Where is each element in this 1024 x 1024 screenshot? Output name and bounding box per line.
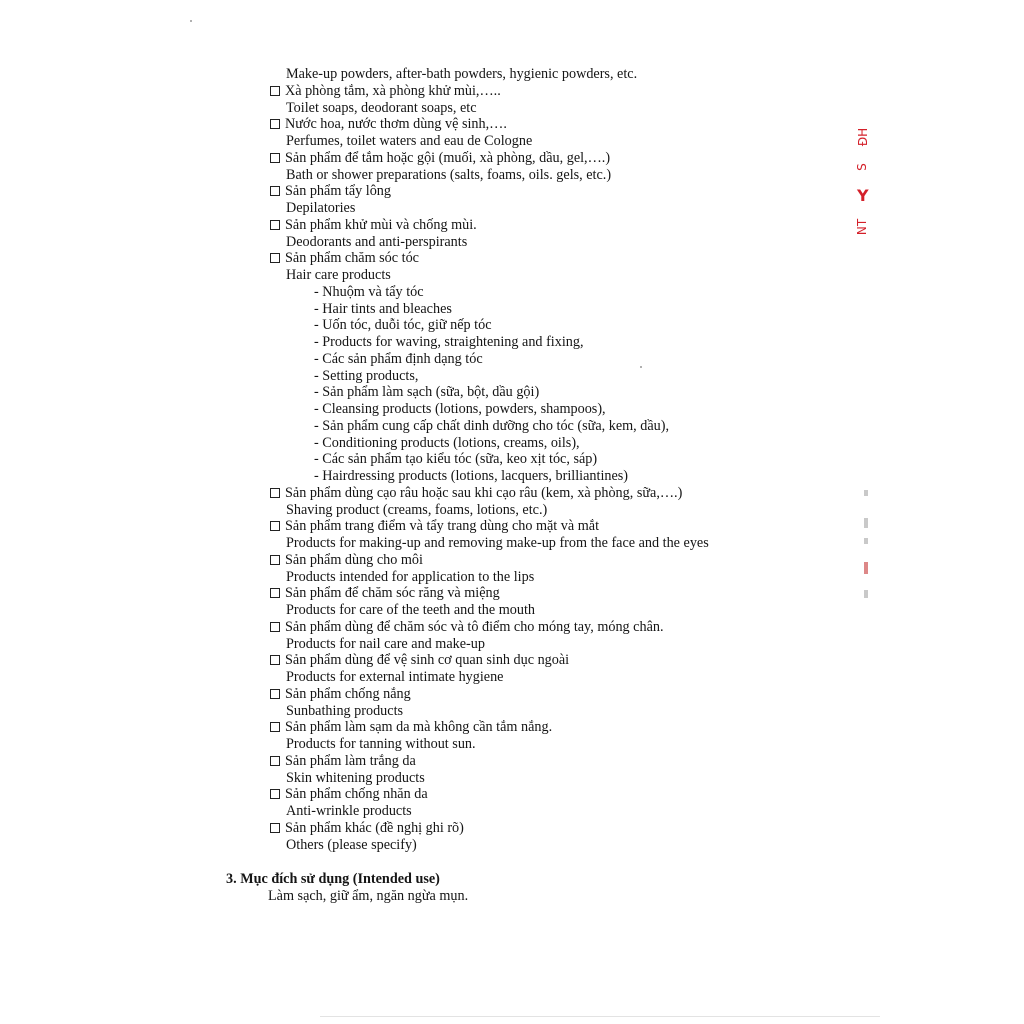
line-text: Sản phẩm tẩy lông — [285, 183, 391, 200]
line-text: Products for external intimate hygiene — [286, 669, 504, 685]
checkbox[interactable] — [270, 789, 280, 799]
section-3-heading: 3. Mục đích sử dụng (Intended use) — [226, 871, 440, 887]
line-text: - Uốn tóc, duỗi tóc, giữ nếp tóc — [314, 317, 492, 334]
sub-item — [314, 468, 628, 485]
line-text: Toilet soaps, deodorant soaps, etc — [286, 99, 477, 116]
line-text: Sunbathing products — [286, 702, 404, 719]
line-text: Anti-wrinkle products — [286, 803, 412, 819]
checkbox-item — [270, 686, 411, 703]
translation-line — [286, 703, 403, 720]
line-text: Sản phẩm dùng để chăm sóc và tô điểm cho móng tay, móng chân. — [285, 618, 664, 635]
line-text: Bath or shower preparations (salts, foams, oils. gels, etc.) — [286, 166, 612, 183]
line-text: Sản phẩm khử mùi và chống mùi. — [285, 216, 477, 233]
checkbox[interactable] — [270, 588, 280, 598]
checkbox-item — [270, 250, 419, 267]
line-text: Sản phẩm làm trắng da — [285, 752, 416, 769]
checkbox[interactable] — [270, 689, 280, 699]
line-text: Sản phẩm dùng cạo râu hoặc sau khi cạo râu (kem, xà phòng, sữa,….) — [285, 484, 683, 501]
line-text: Sản phẩm chăm sóc tóc — [285, 250, 419, 267]
line-text: - Hair tints and bleaches — [314, 300, 452, 317]
checkbox-item — [270, 83, 501, 100]
translation-line — [286, 167, 611, 184]
red-stamp-fragment: ĐH S Y NT — [854, 127, 871, 236]
sub-item — [314, 334, 584, 351]
line-text: Xà phòng tắm, xà phòng khử mùi,….. — [285, 82, 501, 99]
line-text: Sản phẩm để tắm hoặc gội (muối, xà phòng, dầu, gel,….) — [285, 149, 611, 166]
checkbox[interactable] — [270, 220, 280, 230]
checkbox-item — [270, 585, 500, 602]
translation-line — [286, 770, 425, 787]
translation-line — [286, 200, 355, 217]
line-text: Deodorants and anti-perspirants — [286, 233, 468, 250]
line-text: Sản phẩm chống nắng — [285, 685, 411, 702]
checkbox[interactable] — [270, 153, 280, 163]
translation-line — [286, 602, 535, 619]
page-edge-line — [320, 1016, 880, 1017]
checkbox[interactable] — [270, 119, 280, 129]
line-text: - Conditioning products (lotions, creams, oils), — [314, 434, 580, 451]
checkbox[interactable] — [270, 823, 280, 833]
translation-line — [286, 669, 503, 686]
sub-item — [314, 435, 580, 452]
sub-item — [314, 401, 606, 418]
line-text: Nước hoa, nước thơm dùng vệ sinh,…. — [285, 116, 507, 133]
checkbox[interactable] — [270, 253, 280, 263]
checkbox-item — [270, 518, 599, 535]
translation-line — [286, 502, 547, 519]
checkbox[interactable] — [270, 655, 280, 665]
sub-item — [314, 384, 539, 401]
sub-item — [314, 351, 483, 368]
translation-line — [286, 66, 637, 83]
line-text: Depilatories — [286, 200, 356, 216]
line-text: - Hairdressing products (lotions, lacquers, brilliantines) — [314, 468, 629, 484]
checkbox[interactable] — [270, 555, 280, 565]
faint-margin-marks — [860, 490, 874, 620]
line-text: Sản phẩm để chăm sóc răng và miệng — [285, 585, 500, 602]
line-text: Sản phẩm khác (đề nghị ghi rõ) — [285, 819, 464, 836]
checkbox-item — [270, 116, 507, 133]
line-text: Shaving product (creams, foams, lotions, etc.) — [286, 501, 548, 518]
checkbox[interactable] — [270, 622, 280, 632]
checkbox[interactable] — [270, 86, 280, 96]
checkbox-item — [270, 719, 552, 736]
translation-line — [286, 133, 532, 150]
sub-item — [314, 418, 669, 435]
line-text: Sản phẩm chống nhăn da — [285, 786, 428, 803]
line-text: - Setting products, — [314, 367, 419, 384]
checkbox-item — [270, 652, 569, 669]
checkbox-item — [270, 786, 428, 803]
checkbox-item — [270, 150, 610, 167]
line-text: - Products for waving, straightening and fixing, — [314, 334, 584, 350]
translation-line — [286, 736, 476, 753]
checkbox-item — [270, 217, 477, 234]
checkbox[interactable] — [270, 521, 280, 531]
line-text: Products for nail care and make-up — [286, 635, 485, 652]
line-text: Others (please specify) — [286, 836, 417, 853]
line-text: Products for tanning without sun. — [286, 736, 476, 752]
sub-item — [314, 368, 418, 385]
line-text: - Sản phẩm cung cấp chất dinh dưỡng cho tóc (sữa, kem, dầu), — [314, 417, 670, 434]
translation-line — [286, 100, 477, 117]
line-text: - Các sản phẩm tạo kiểu tóc (sữa, keo xịt tóc, sáp) — [314, 451, 598, 468]
checkbox[interactable] — [270, 186, 280, 196]
translation-line — [286, 267, 391, 284]
translation-line — [286, 803, 412, 820]
translation-line — [286, 636, 485, 653]
line-text: - Sản phẩm làm sạch (sữa, bột, dầu gội) — [314, 384, 540, 401]
section-3-body: Làm sạch, giữ ẩm, ngăn ngừa mụn. — [268, 888, 469, 904]
translation-line — [286, 837, 417, 854]
line-text: Sản phẩm dùng cho môi — [285, 551, 423, 568]
line-text: Sản phẩm trang điểm và tẩy trang dùng cho mặt và mắt — [285, 518, 600, 535]
line-text: Sản phẩm làm sạm da mà không cần tắm nắng. — [285, 719, 553, 736]
checkbox-item — [270, 183, 391, 200]
line-text: Hair care products — [286, 267, 391, 283]
line-text: Products intended for application to the lips — [286, 568, 535, 585]
sub-item — [314, 301, 452, 318]
checkbox[interactable] — [270, 756, 280, 766]
translation-line — [286, 569, 534, 586]
line-text: Products for making-up and removing make-up from the face and the eyes — [286, 535, 709, 551]
scan-speck — [640, 366, 642, 368]
line-text: Sản phẩm dùng để vệ sinh cơ quan sinh dục ngoài — [285, 652, 570, 669]
checkbox-item — [270, 619, 664, 636]
scan-speck — [190, 20, 192, 22]
checkbox-item — [270, 820, 464, 837]
line-text: Skin whitening products — [286, 769, 425, 786]
translation-line — [286, 535, 709, 552]
sub-item — [314, 451, 597, 468]
line-text: - Cleansing products (lotions, powders, shampoos), — [314, 401, 606, 417]
checkbox[interactable] — [270, 722, 280, 732]
line-text: - Các sản phẩm định dạng tóc — [314, 350, 483, 367]
sub-item — [314, 284, 424, 301]
checkbox-item — [270, 485, 682, 502]
line-text: Make-up powders, after-bath powders, hygienic powders, etc. — [286, 66, 638, 82]
checkbox-item — [270, 753, 416, 770]
line-text: - Nhuộm và tẩy tóc — [314, 283, 424, 300]
line-text: Products for care of the teeth and the mouth — [286, 602, 535, 618]
line-text: Perfumes, toilet waters and eau de Cologne — [286, 133, 533, 149]
sub-item — [314, 317, 492, 334]
checkbox-item — [270, 552, 423, 569]
checkbox[interactable] — [270, 488, 280, 498]
translation-line — [286, 234, 467, 251]
